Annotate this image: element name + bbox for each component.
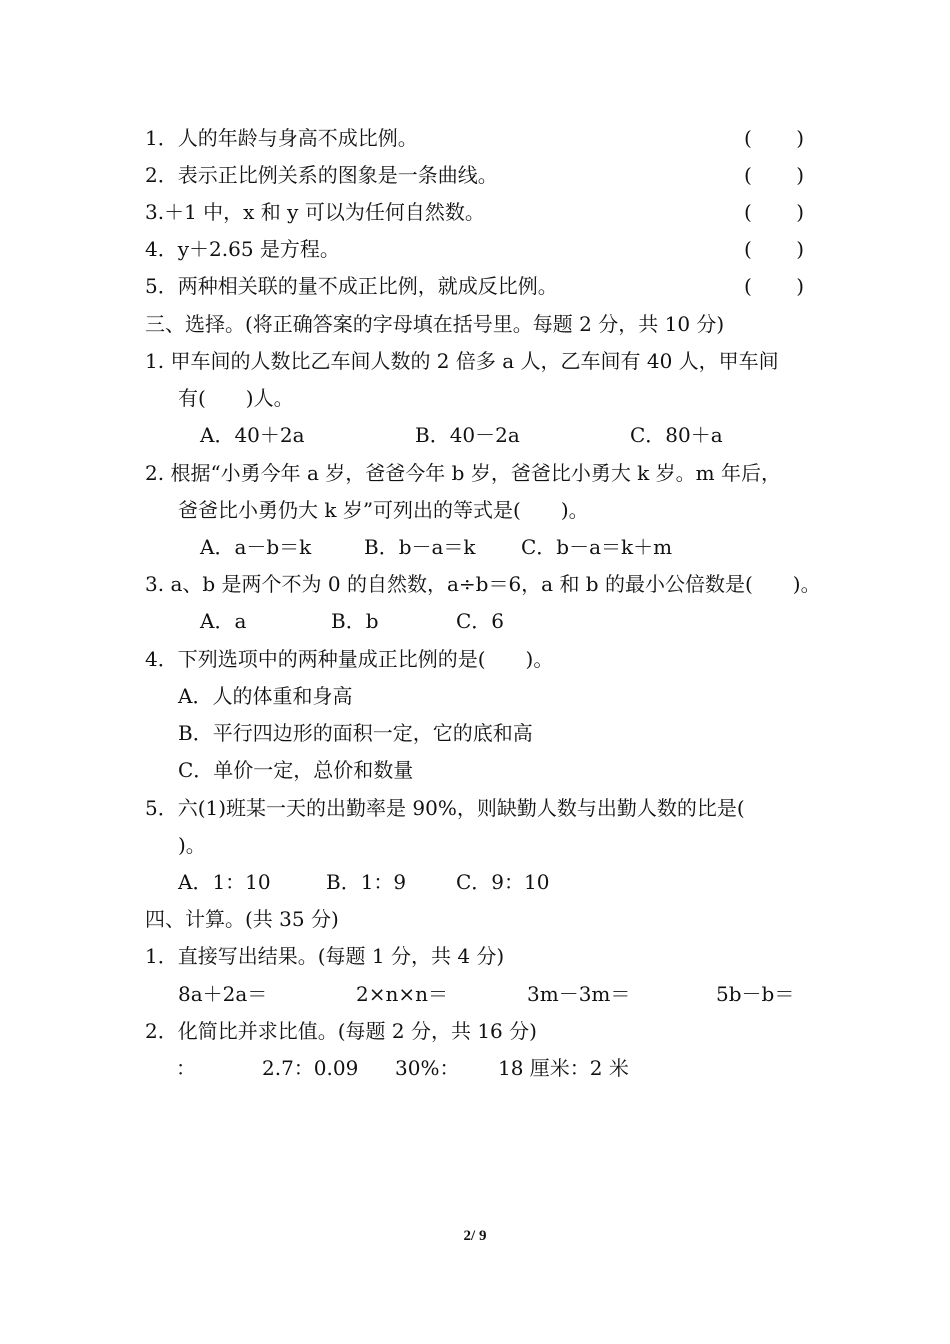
judge-item-1: 1．人的年龄与身高不成比例。 [145, 126, 418, 150]
choice-q2-option-a[interactable]: A．a－b＝k [200, 535, 312, 559]
choice-q1-line1: 1. 甲车间的人数比乙车间人数的 2 倍多 a 人，乙车间有 40 人，甲车间 [145, 349, 779, 373]
choice-q5-option-a[interactable]: A．1：10 [178, 870, 271, 894]
choice-q3-line1: 3. a、b 是两个不为 0 的自然数，a÷b＝6，a 和 b 的最小公倍数是( )。 [145, 572, 821, 596]
calc-q1-line1: 1．直接写出结果。(每题 1 分，共 4 分) [145, 944, 505, 968]
page-number: 2/ 9 [463, 1228, 487, 1244]
section-3-title: 三、选择。(将正确答案的字母填在括号里。每题 2 分，共 10 分) [145, 312, 725, 336]
choice-q2-option-b[interactable]: B．b－a＝k [364, 535, 476, 559]
choice-q3-option-a[interactable]: A．a [200, 609, 247, 633]
choice-q5-line2: )。 [178, 833, 206, 857]
choice-q5-option-b[interactable]: B．1：9 [326, 870, 407, 894]
choice-q1-option-c[interactable]: C．80＋a [630, 423, 723, 447]
answer-paren-3[interactable]: ( ) [744, 200, 804, 224]
calc-q1-expr-3: 3m－3m＝ [527, 982, 631, 1006]
choice-q4-line1: 4．下列选项中的两种量成正比例的是( )。 [145, 647, 554, 671]
choice-q5-option-c[interactable]: C．9：10 [456, 870, 550, 894]
calc-q2-expr-2: 2.7：0.09 [262, 1056, 359, 1080]
choice-q4-option-b[interactable]: B．平行四边形的面积一定，它的底和高 [178, 721, 533, 745]
calc-q1-expr-1: 8a＋2a＝ [178, 982, 268, 1006]
section-4-title: 四、计算。(共 35 分) [145, 907, 339, 931]
calc-q1-expr-2: 2×n×n＝ [356, 982, 449, 1006]
answer-paren-4[interactable]: ( ) [744, 237, 804, 261]
choice-q2-option-c[interactable]: C．b－a＝k＋m [521, 535, 673, 559]
choice-q2-line2: 爸爸比小勇仍大 k 岁”可列出的等式是( )。 [178, 498, 589, 522]
judge-item-5: 5．两种相关联的量不成正比例，就成反比例。 [145, 274, 558, 298]
judge-item-3: 3.＋1 中，x 和 y 可以为任何自然数。 [145, 200, 485, 224]
answer-paren-2[interactable]: ( ) [744, 163, 804, 187]
choice-q5-line1: 5．六(1)班某一天的出勤率是 90%，则缺勤人数与出勤人数的比是( [145, 796, 745, 820]
answer-paren-5[interactable]: ( ) [744, 274, 804, 298]
calc-q2-expr-4: 18 厘米：2 米 [498, 1056, 629, 1080]
answer-paren-1[interactable]: ( ) [744, 126, 804, 150]
choice-q1-option-a[interactable]: A．40＋2a [200, 423, 305, 447]
judge-item-2: 2．表示正比例关系的图象是一条曲线。 [145, 163, 498, 187]
choice-q3-option-b[interactable]: B．b [331, 609, 379, 633]
choice-q3-option-c[interactable]: C．6 [456, 609, 505, 633]
choice-q1-line2: 有( )人。 [178, 386, 294, 410]
calc-q2-expr-3: 30%： [395, 1056, 460, 1080]
calc-q2-line1: 2．化简比并求比值。(每题 2 分，共 16 分) [145, 1019, 537, 1043]
calc-q1-expr-4: 5b－b＝ [716, 982, 795, 1006]
calc-q2-expr-1: ： [176, 1056, 196, 1080]
choice-q2-line1: 2. 根据“小勇今年 a 岁，爸爸今年 b 岁，爸爸比小勇大 k 岁。m 年后， [145, 461, 781, 485]
choice-q1-option-b[interactable]: B．40－2a [415, 423, 520, 447]
judge-item-4: 4．y＋2.65 是方程。 [145, 237, 340, 261]
choice-q4-option-c[interactable]: C．单价一定，总价和数量 [178, 758, 414, 782]
choice-q4-option-a[interactable]: A．人的体重和身高 [178, 684, 353, 708]
